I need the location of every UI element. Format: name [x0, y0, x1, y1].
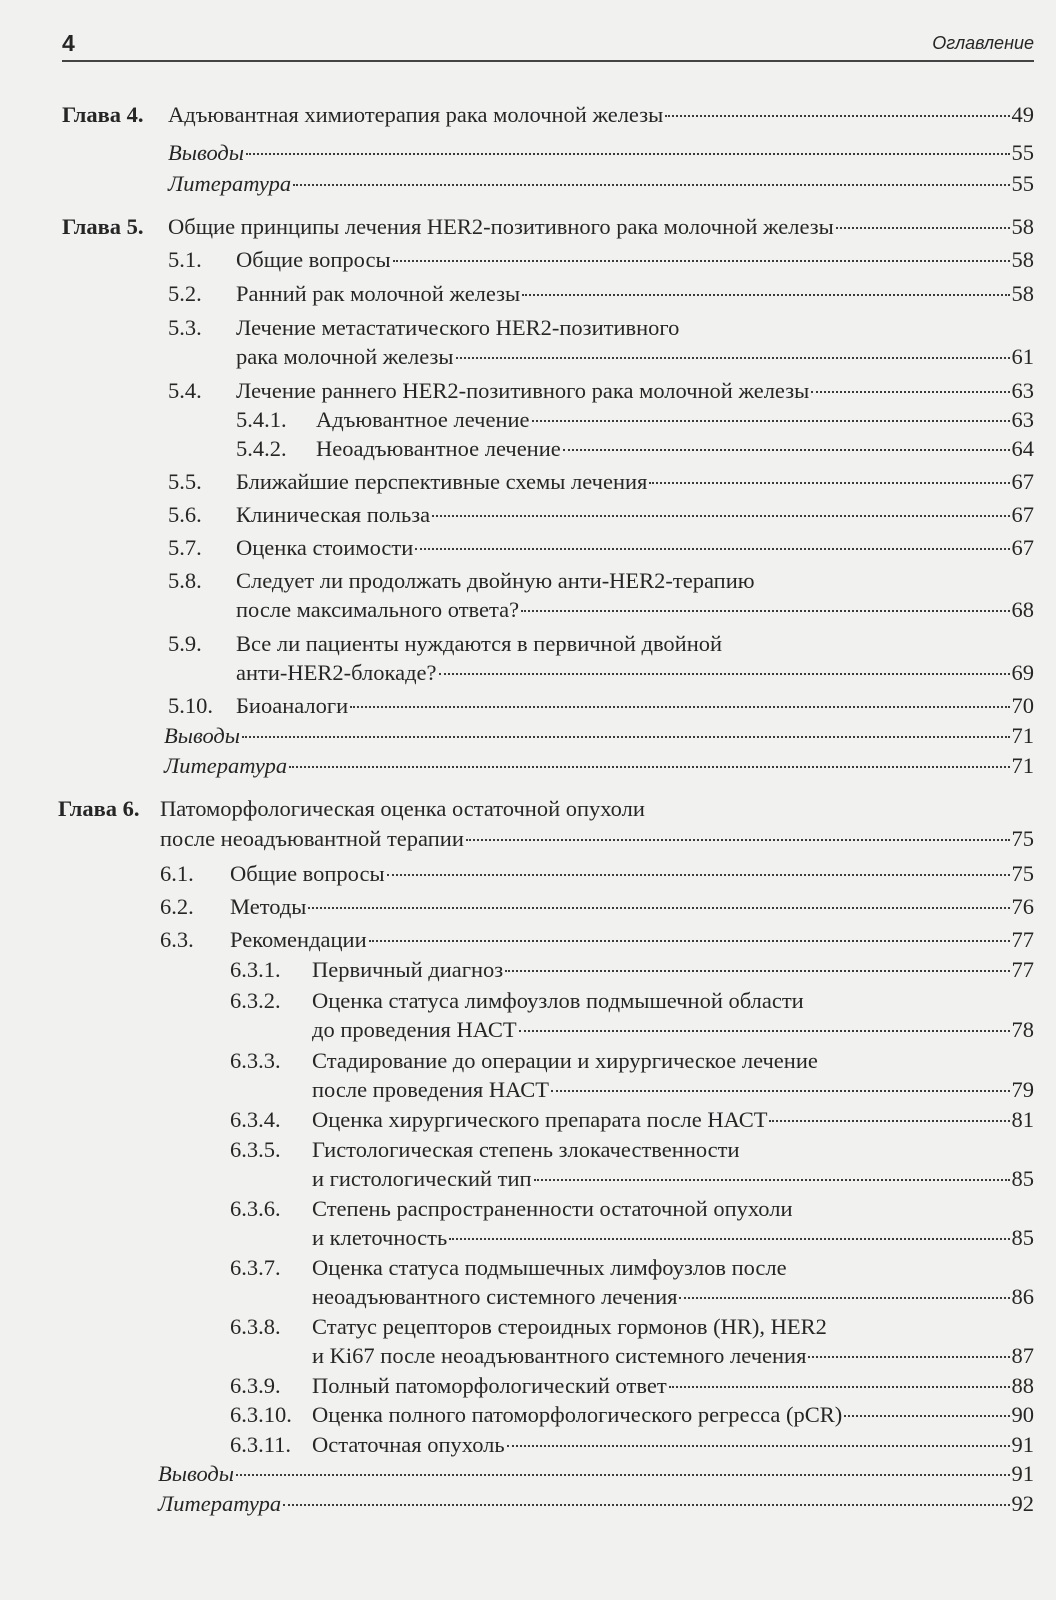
entry-page: 67 [1011, 535, 1034, 560]
entry-title: Оценка полного патоморфологического регресса (pCR) [312, 1402, 843, 1427]
entry-title: Общие принципы лечения HER2-позитивного рака молочной железы [168, 214, 834, 239]
toc-entry-6-3-6-line2[interactable] [312, 1224, 1034, 1252]
dot-leader [507, 1445, 1010, 1447]
entry-page: 77 [1011, 927, 1034, 952]
toc-entry-literature[interactable] [158, 1490, 1034, 1518]
entry-title: Ближайшие перспективные схемы лечения [236, 469, 648, 494]
entry-page: 70 [1011, 693, 1034, 718]
subsection-number: 6.3.1. [230, 957, 281, 982]
entry-page: 69 [1011, 660, 1034, 685]
dot-leader [669, 1386, 1010, 1388]
entry-title: Литература [158, 1491, 282, 1516]
dot-leader [534, 1179, 1010, 1181]
subsection-number: 6.3.6. [230, 1196, 281, 1221]
subsection-number: 6.3.10. [230, 1402, 292, 1427]
section-number: 5.1. [168, 247, 202, 272]
toc-entry-5-10[interactable] [236, 692, 1034, 720]
entry-page: 90 [1011, 1402, 1034, 1427]
entry-page: 58 [1011, 247, 1034, 272]
entry-page: 91 [1011, 1461, 1034, 1486]
entry-title: Следует ли продолжать двойную анти-HER2-терапию [236, 568, 755, 593]
toc-entry-5-3-line2[interactable] [236, 343, 1034, 371]
entry-title: Литература [164, 753, 288, 778]
section-number: 6.1. [160, 861, 194, 886]
page-number: 4 [62, 30, 75, 56]
subsection-number: 6.3.8. [230, 1314, 281, 1339]
entry-page: 92 [1011, 1491, 1034, 1516]
toc-entry-6-3-7-line2[interactable] [312, 1283, 1034, 1311]
toc-entry-6-3-8-line2[interactable] [312, 1342, 1034, 1370]
toc-entry-6-3[interactable] [230, 926, 1034, 954]
entry-title: Выводы [164, 723, 241, 748]
toc-entry-5-7[interactable] [236, 534, 1034, 562]
entry-page: 61 [1011, 344, 1034, 369]
subsection-number: 6.3.9. [230, 1373, 281, 1398]
section-number: 5.6. [168, 502, 202, 527]
subsection-number: 6.3.7. [230, 1255, 281, 1280]
dot-leader [505, 970, 1009, 972]
entry-title: Оценка статуса лимфоузлов подмышечной области [312, 988, 804, 1013]
entry-page: 75 [1011, 861, 1034, 886]
entry-page: 49 [1011, 102, 1034, 127]
entry-page: 77 [1011, 957, 1034, 982]
toc-entry-conclusions[interactable] [164, 722, 1034, 750]
dot-leader [283, 1504, 1009, 1506]
chapter-label: Глава 6. [58, 796, 140, 821]
chapter-label: Глава 4. [62, 102, 144, 127]
section-number: 5.4. [168, 378, 202, 403]
toc-entry-6-3-7-line1[interactable] [312, 1254, 1034, 1282]
toc-entry-5-8-line1[interactable] [236, 567, 1034, 595]
entry-page: 67 [1011, 469, 1034, 494]
entry-title-continued: и Ki67 после неоадъювантного системного лечения [312, 1343, 807, 1368]
entry-page: 75 [1011, 826, 1034, 851]
dot-leader [665, 115, 1009, 117]
toc-entry-conclusions[interactable] [168, 139, 1034, 167]
dot-leader [289, 766, 1009, 768]
toc-entry-6-3-9[interactable] [312, 1372, 1034, 1400]
toc-entry-6-3-5-line2[interactable] [312, 1165, 1034, 1193]
entry-page: 91 [1011, 1432, 1034, 1457]
dot-leader [532, 420, 1010, 422]
toc-entry-6-3-2-line2[interactable] [312, 1016, 1034, 1044]
entry-title-continued: и гистологический тип [312, 1166, 532, 1191]
dot-leader [415, 548, 1009, 550]
entry-title: Общие вопросы [236, 247, 391, 272]
toc-entry-6-3-11[interactable] [312, 1431, 1034, 1459]
entry-page: 63 [1011, 378, 1034, 403]
section-number: 5.2. [168, 281, 202, 306]
dot-leader [293, 184, 1009, 186]
entry-page: 79 [1011, 1077, 1034, 1102]
entry-title-continued: анти-HER2-блокаде? [236, 660, 437, 685]
entry-page: 55 [1011, 171, 1034, 196]
entry-page: 88 [1011, 1373, 1034, 1398]
toc-entry-6-3-4[interactable] [312, 1106, 1034, 1134]
entry-page: 58 [1011, 281, 1034, 306]
dot-leader [246, 153, 1009, 155]
entry-title-continued: после неоадъювантной терапии [160, 826, 464, 851]
dot-leader [236, 1474, 1009, 1476]
entry-page: 55 [1011, 140, 1034, 165]
dot-leader [521, 610, 1009, 612]
section-number: 5.9. [168, 631, 202, 656]
subsection-number: 6.3.5. [230, 1137, 281, 1162]
toc-entry-literature[interactable] [168, 170, 1034, 198]
entry-page: 81 [1011, 1107, 1034, 1132]
entry-title: Степень распространенности остаточной опухоли [312, 1196, 793, 1221]
dot-leader [844, 1415, 1009, 1417]
entry-title: Выводы [168, 140, 245, 165]
entry-title: Адъювантная химиотерапия рака молочной железы [168, 102, 664, 127]
dot-leader [456, 357, 1010, 359]
section-number: 5.8. [168, 568, 202, 593]
entry-page: 71 [1011, 753, 1034, 778]
subsection-number: 5.4.2. [236, 436, 287, 461]
entry-title-continued: и клеточность [312, 1225, 448, 1250]
section-number: 6.3. [160, 927, 194, 952]
entry-title: Лечение метастатического HER2-позитивного [236, 315, 680, 340]
toc-entry-chapter-4[interactable] [168, 101, 1034, 129]
toc-entry-5-8-line2[interactable] [236, 596, 1034, 624]
toc-entry-6-3-3-line2[interactable] [312, 1076, 1034, 1104]
subsection-number: 6.3.11. [230, 1432, 292, 1457]
dot-leader [466, 839, 1010, 841]
entry-title: Статус рецепторов стероидных гормонов (HR), HER2 [312, 1314, 827, 1339]
entry-page: 64 [1011, 436, 1034, 461]
entry-title-continued: после максимального ответа? [236, 597, 520, 622]
dot-leader [811, 391, 1009, 393]
toc-entry-chapter-6-line2[interactable] [160, 825, 1034, 853]
toc-entry-5-3-line1[interactable] [236, 314, 1034, 342]
toc-entry-literature[interactable] [164, 752, 1034, 780]
toc-entry-chapter-6-line1[interactable] [160, 795, 1034, 823]
entry-title: Остаточная опухоль [312, 1432, 505, 1457]
toc-entry-6-3-1[interactable] [312, 956, 1034, 984]
entry-page: 76 [1011, 894, 1034, 919]
dot-leader [393, 260, 1010, 262]
entry-title: Неоадъювантное лечение [316, 436, 561, 461]
section-number: 5.10. [168, 693, 213, 718]
toc-entry-chapter-5[interactable] [168, 213, 1034, 241]
entry-title: Методы [230, 894, 307, 919]
dot-leader [551, 1090, 1009, 1092]
entry-title: Все ли пациенты нуждаются в первичной двойной [236, 631, 723, 656]
entry-page: 71 [1011, 723, 1034, 748]
entry-title: Оценка стоимости [236, 535, 414, 560]
entry-title-continued: до проведения НАСТ [312, 1017, 517, 1042]
toc-entry-6-1[interactable] [230, 860, 1034, 888]
entry-title: Лечение раннего HER2-позитивного рака молочной железы [236, 378, 810, 403]
entry-page: 87 [1011, 1343, 1034, 1368]
toc-entry-6-3-6-line1[interactable] [312, 1195, 1034, 1223]
toc-entry-5-9-line1[interactable] [236, 630, 1034, 658]
toc-entry-5-6[interactable] [236, 501, 1034, 529]
entry-page: 58 [1011, 214, 1034, 239]
entry-title: Общие вопросы [230, 861, 385, 886]
dot-leader [350, 706, 1009, 708]
subsection-number: 6.3.3. [230, 1048, 281, 1073]
entry-title: Выводы [158, 1461, 235, 1486]
section-number: 6.2. [160, 894, 194, 919]
toc-entry-6-2[interactable] [230, 893, 1034, 921]
dot-leader [519, 1030, 1010, 1032]
entry-title: Стадирование до операции и хирургическое лечение [312, 1048, 818, 1073]
toc-entry-5-4-1[interactable] [316, 406, 1034, 434]
running-title: Оглавление [932, 33, 1034, 53]
entry-title-continued: после проведения НАСТ [312, 1077, 550, 1102]
entry-title-continued: неоадъювантного системного лечения [312, 1284, 678, 1309]
toc-entry-6-3-10[interactable] [312, 1401, 1034, 1429]
toc-entry-5-9-line2[interactable] [236, 659, 1034, 687]
entry-title: Ранний рак молочной железы [236, 281, 521, 306]
subsection-number: 5.4.1. [236, 407, 287, 432]
section-number: 5.7. [168, 535, 202, 560]
entry-title: Клиническая польза [236, 502, 431, 527]
entry-page: 86 [1011, 1284, 1034, 1309]
subsection-number: 6.3.2. [230, 988, 281, 1013]
dot-leader [369, 940, 1010, 942]
entry-page: 68 [1011, 597, 1034, 622]
dot-leader [387, 874, 1010, 876]
entry-title: Рекомендации [230, 927, 367, 952]
toc-entry-5-4-2[interactable] [316, 435, 1034, 463]
dot-leader [522, 294, 1009, 296]
dot-leader [808, 1356, 1009, 1358]
entry-title: Оценка хирургического препарата после НАСТ [312, 1107, 768, 1132]
toc-entry-6-3-2-line1[interactable] [312, 987, 1034, 1015]
dot-leader [769, 1120, 1009, 1122]
toc-entry-6-3-8-line1[interactable] [312, 1313, 1034, 1341]
subsection-number: 6.3.4. [230, 1107, 281, 1132]
entry-title: Биоаналоги [236, 693, 349, 718]
dot-leader [308, 907, 1009, 909]
toc-entry-5-4[interactable] [236, 377, 1034, 405]
entry-title: Патоморфологическая оценка остаточной опухоли [160, 796, 645, 821]
dot-leader [449, 1238, 1009, 1240]
section-number: 5.5. [168, 469, 202, 494]
chapter-label: Глава 5. [62, 214, 144, 239]
entry-page: 67 [1011, 502, 1034, 527]
entry-title: Гистологическая степень злокачественности [312, 1137, 740, 1162]
dot-leader [432, 515, 1009, 517]
entry-page: 85 [1011, 1166, 1034, 1191]
toc-entry-6-3-5-line1[interactable] [312, 1136, 1034, 1164]
dot-leader [563, 449, 1010, 451]
entry-title: Адъювантное лечение [316, 407, 530, 432]
dot-leader [649, 482, 1009, 484]
toc-entry-5-5[interactable] [236, 468, 1034, 496]
entry-title: Первичный диагноз [312, 957, 504, 982]
dot-leader [242, 736, 1009, 738]
entry-page: 85 [1011, 1225, 1034, 1250]
entry-page: 63 [1011, 407, 1034, 432]
dot-leader [836, 227, 1010, 229]
section-number: 5.3. [168, 315, 202, 340]
entry-page: 78 [1011, 1017, 1034, 1042]
toc-entry-conclusions[interactable] [158, 1460, 1034, 1488]
toc-entry-6-3-3-line1[interactable] [312, 1047, 1034, 1075]
dot-leader [439, 673, 1010, 675]
entry-title: Оценка статуса подмышечных лимфоузлов после [312, 1255, 787, 1280]
entry-title: Полный патоморфологический ответ [312, 1373, 667, 1398]
toc-entry-5-2[interactable] [236, 280, 1034, 308]
entry-title: Литература [168, 171, 292, 196]
toc-entry-5-1[interactable] [236, 246, 1034, 274]
dot-leader [679, 1297, 1009, 1299]
entry-title-continued: рака молочной железы [236, 344, 454, 369]
